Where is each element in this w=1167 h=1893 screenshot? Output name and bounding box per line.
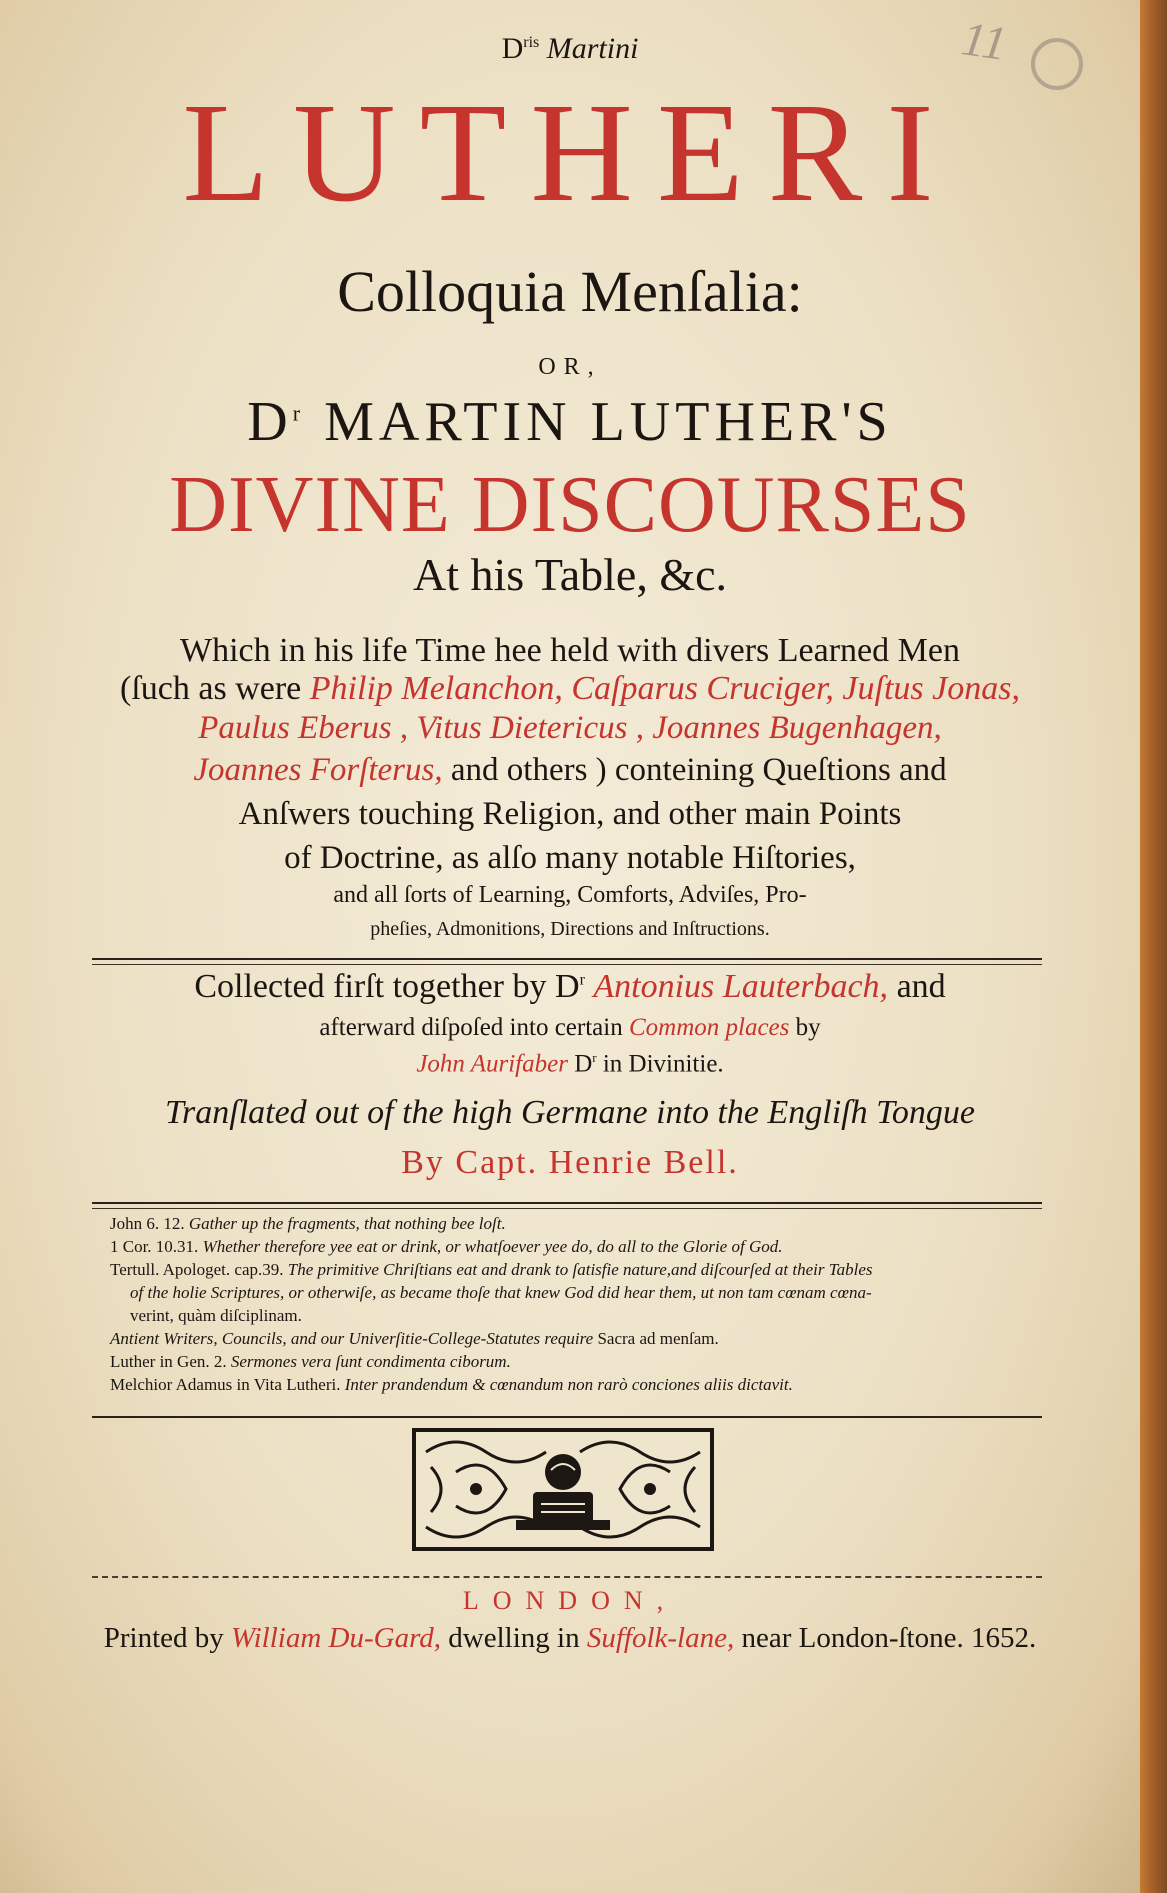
divine-discourses: DIVINE DISCOURSES (169, 461, 971, 549)
coll2-by: by (795, 1014, 821, 1041)
coll3-name: John Aurifaber (416, 1050, 568, 1078)
coll1-plain: Collected firſt together by D (194, 968, 580, 1005)
printers-device-ornament (412, 1428, 714, 1551)
coll2-plain: afterward diſpoſed into certain (319, 1014, 623, 1041)
author-line (0, 390, 1140, 454)
drs-sup: ris (523, 34, 540, 51)
collected-line-3 (0, 1050, 1140, 1078)
rule-1b (92, 964, 1042, 965)
pencil-mark: 11 (958, 12, 1010, 71)
quote-row: John 6. 12. Gather up the fragments, that nothing bee loſt. (110, 1214, 506, 1233)
description-line-7: and all ſorts of Learning, Comforts, Adviſes, Pro- (333, 882, 807, 908)
subtitle: Colloquia Menſalia: (337, 259, 803, 324)
doctor-martini-line (0, 32, 1140, 66)
rule-4 (92, 1576, 1042, 1578)
description-line-8: pheſies, Admonitions, Directions and Inſtructions. (370, 918, 770, 940)
printers-device-svg (416, 1432, 710, 1547)
martini-text: Martini (546, 32, 639, 65)
author-dr: D (247, 391, 293, 453)
description-line-6: of Doctrine, as alſo many notable Hiſtories, (284, 840, 856, 876)
quote-row: Melchior Adamus in Vita Lutheri. Inter prandendum & cœnandum non rarò conciones aliis dictavit. (110, 1375, 793, 1394)
coll1-sup: r (579, 971, 585, 989)
or-text: OR, (538, 354, 602, 380)
drs-text: D (501, 32, 524, 65)
desc2-plain: (ſuch as were (120, 670, 302, 707)
quote-row: Tertull. Apologet. cap.39. The primitive Chriſtians eat and drank to ſatisfie nature,and diſcourſed at their Tables (110, 1260, 873, 1279)
description-line-3: Paulus Eberus , Vitus Dietericus , Joannes Bugenhagen, (198, 710, 942, 746)
coll3-sup: r (592, 1050, 597, 1065)
desc4-name: Joannes Forſterus, (193, 752, 443, 788)
quote-row: 1 Cor. 10.31. Whether therefore yee eat or drink, or whatſoever yee do, do all to the Glorie of God. (110, 1237, 783, 1256)
coll1-and: and (896, 968, 946, 1005)
imprint-lane: Suffolk-lane, (586, 1622, 735, 1654)
description-line-2 (0, 670, 1140, 708)
quotations-block (110, 1212, 1050, 1396)
quote-row: verint, quàm diſciplinam. (130, 1306, 302, 1325)
coll3-plain: in Divinitie. (602, 1050, 724, 1078)
description-line-4 (0, 752, 1140, 789)
quote-row: Luther in Gen. 2. Sermones vera ſunt condimenta ciborum. (110, 1352, 511, 1371)
desc2-names: Philip Melanchon, Caſparus Cruciger, Juſtus Jonas, (309, 670, 1020, 707)
author-dr-sup: r (292, 400, 306, 426)
book-edge (1140, 0, 1167, 1893)
collected-line-1 (0, 968, 1140, 1006)
quote-row: of the holie Scriptures, or otherwiſe, as became thoſe that knew God did hear them, ut non tam cœnam cœna- (130, 1283, 872, 1302)
imprint-line (0, 1622, 1140, 1655)
description-line-5: Anſwers touching Religion, and other main Points (238, 796, 902, 832)
imprint-printed-by: Printed by (103, 1622, 224, 1654)
desc4-plain: and others ) conteining Queſtions and (450, 752, 947, 788)
collected-line-2 (0, 1014, 1140, 1042)
coll3-dr: D (574, 1050, 593, 1078)
rule-2 (92, 1202, 1042, 1204)
imprint-dwelling: dwelling in (448, 1622, 580, 1654)
coll1-name: Antonius Lauterbach, (593, 968, 889, 1005)
coll2-common-places: Common places (628, 1014, 790, 1041)
quote-row: Antient Writers, Councils, and our Univerſitie-College-Statutes require Sacra ad menſam. (110, 1329, 719, 1348)
main-title: LUTHERI (182, 73, 958, 231)
at-his-table: At his Table, &c. (412, 549, 728, 600)
author-name: MARTIN LUTHER'S (324, 391, 893, 453)
imprint-printer-name: William Du-Gard, (231, 1622, 442, 1654)
imprint-near: near London-ſtone. (741, 1622, 964, 1654)
london-line: LONDON, (462, 1586, 678, 1615)
translated-line: Tranſlated out of the high Germane into the Engliſh Tongue (164, 1094, 975, 1131)
imprint-year: 1652. (970, 1622, 1037, 1654)
rule-2b (92, 1208, 1042, 1209)
by-capt-line: By Capt. Henrie Bell. (401, 1144, 739, 1181)
rule-3 (92, 1416, 1042, 1418)
description-line-1: Which in his life Time hee held with divers Learned Men (180, 632, 960, 669)
rule-1 (92, 958, 1042, 960)
